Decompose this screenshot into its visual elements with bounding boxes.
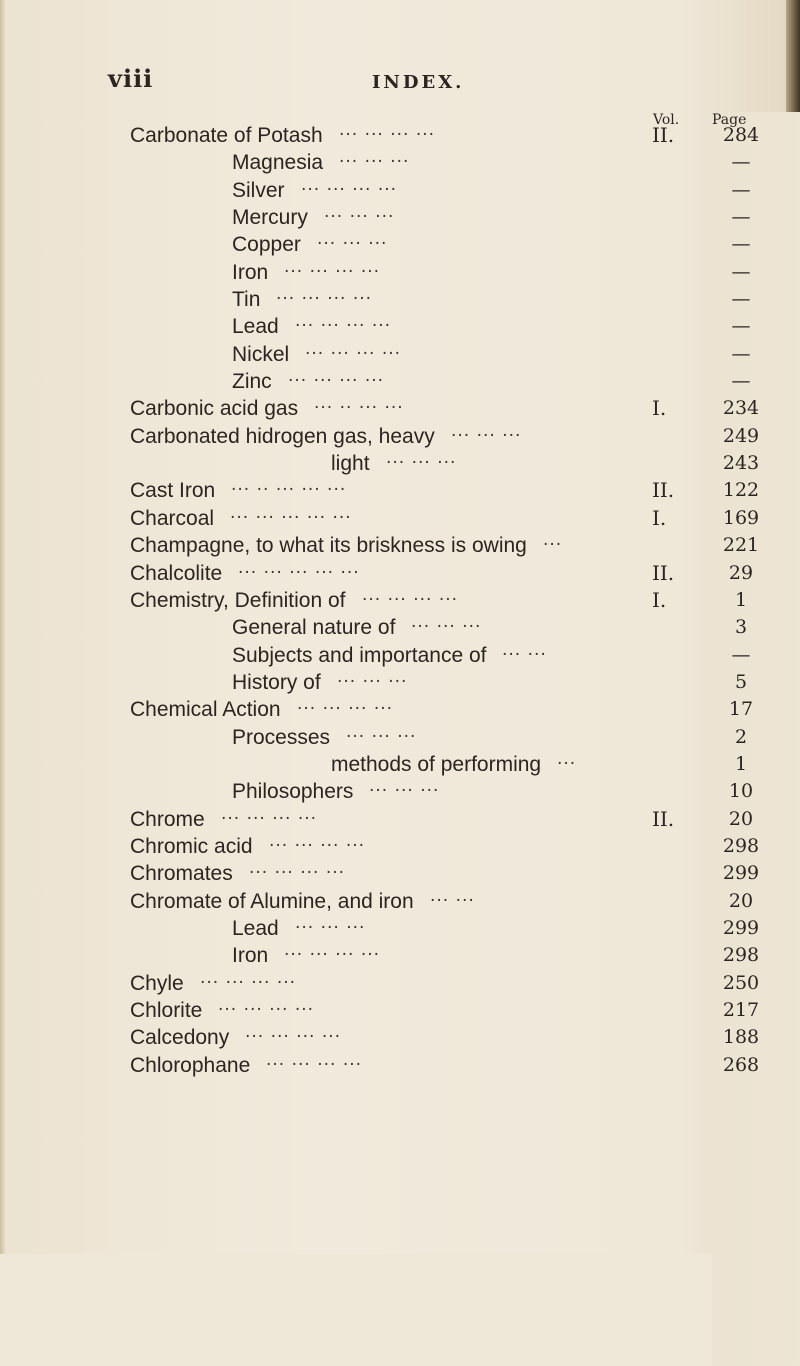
index-entry — [0, 1024, 800, 1051]
entry-term: Carbonic acid gas — [130, 397, 299, 421]
entry-page: 298 — [722, 944, 760, 967]
entry-page: — — [731, 315, 751, 338]
leader-dots: ... ... ... ... — [284, 256, 381, 277]
entry-volume: II. — [652, 806, 675, 831]
entry-page: — — [731, 643, 751, 666]
leader-dots: ... ... ... — [317, 229, 388, 250]
leader-dots: ... ... ... — [386, 448, 457, 469]
index-entry — [0, 885, 800, 915]
leader-dots: ... — [557, 748, 577, 769]
entry-page: 29 — [728, 561, 754, 584]
entry-term: Calcedony — [130, 1026, 230, 1050]
column-header-volume: Vol. — [653, 112, 680, 128]
page-number: viii — [108, 64, 154, 93]
leader-dots: ... ... ... ... ... — [238, 557, 360, 578]
leader-dots: ... ... ... ... — [245, 1022, 342, 1043]
entry-page: — — [731, 151, 751, 174]
index-entry — [0, 532, 800, 559]
leader-dots: ... ... ... ... — [284, 940, 381, 961]
entry-term: Lead — [232, 916, 279, 940]
leader-dots: ... ... ... ... — [288, 366, 385, 387]
index-entry — [0, 584, 800, 614]
leader-dots: ... ... ... ... — [339, 120, 436, 140]
entry-page: 1 — [734, 588, 748, 611]
leader-dots: ... ... ... ... — [297, 694, 394, 715]
index-entry — [0, 912, 800, 942]
entry-term: Cast Iron — [130, 479, 216, 503]
entry-term: Tin — [232, 288, 261, 312]
index-entry — [0, 231, 800, 258]
entry-page: 122 — [722, 479, 760, 502]
leader-dots: ... ... ... — [339, 147, 410, 168]
entry-term: Mercury — [232, 206, 308, 230]
index-entry — [0, 778, 800, 805]
entry-page: 20 — [728, 807, 754, 830]
entry-term: Subjects and importance of — [232, 643, 487, 667]
leader-dots: ... ... ... ... — [305, 338, 402, 359]
entry-page: 5 — [734, 670, 748, 693]
entry-volume: II. — [652, 478, 675, 503]
leader-dots: ... ... ... ... — [200, 967, 297, 988]
entry-page: 299 — [722, 862, 760, 885]
entry-page: 10 — [728, 780, 754, 803]
entry-page: — — [731, 260, 751, 283]
entry-page: 243 — [722, 452, 760, 475]
index-entry — [0, 149, 800, 176]
index-entry — [0, 721, 800, 751]
entry-term: Champagne, to what its briskness is owing — [130, 534, 527, 558]
entry-page: 298 — [722, 834, 760, 857]
index-entry — [0, 614, 800, 641]
index-entry — [0, 174, 800, 204]
page-header — [0, 62, 800, 102]
entry-term: Chalcolite — [130, 561, 223, 585]
leader-dots: ... ... ... ... — [276, 284, 373, 305]
entry-term: light — [331, 452, 370, 476]
leader-dots: ... ... ... — [324, 202, 395, 223]
leader-dots: ... ... ... — [369, 776, 440, 797]
leader-dots: ... ... ... ... — [266, 1049, 363, 1070]
entry-term: Chrome — [130, 807, 205, 831]
index-entry — [0, 395, 800, 422]
entry-page: 250 — [722, 971, 760, 994]
running-title: INDEX. — [372, 72, 465, 93]
entry-volume: I. — [652, 587, 667, 612]
leader-dots: ... ... ... ... — [218, 995, 315, 1015]
entry-term: Chromic acid — [130, 834, 253, 858]
entry-term: Copper — [232, 233, 301, 257]
entry-term: Carbonated hidrogen gas, heavy — [130, 424, 435, 448]
entry-page: 299 — [722, 916, 760, 939]
leader-dots: ... .. ... ... ... — [231, 475, 347, 496]
entry-volume: I. — [652, 396, 667, 421]
leader-dots: ... .. ... ... — [314, 393, 404, 414]
index-entry — [0, 1049, 800, 1079]
leader-dots: ... ... ... — [337, 666, 408, 687]
entry-term: Zinc — [232, 370, 272, 394]
entry-term: methods of performing — [331, 752, 542, 776]
entry-page: 249 — [722, 424, 760, 447]
leader-dots: ... ... ... — [295, 912, 366, 933]
leader-dots: ... ... ... — [346, 721, 417, 742]
entry-volume: I. — [652, 505, 667, 530]
entry-page: 169 — [722, 506, 760, 529]
leader-dots: ... ... ... ... — [249, 858, 346, 879]
leader-dots: ... ... ... — [411, 612, 482, 633]
index-entries — [0, 122, 800, 1079]
entry-term: General nature of — [232, 616, 396, 640]
leader-dots: ... ... ... — [451, 420, 522, 441]
entry-page: 268 — [722, 1053, 760, 1076]
index-entry — [0, 803, 800, 833]
entry-page: 217 — [722, 999, 760, 1021]
entry-page: — — [731, 233, 751, 256]
index-entry — [0, 286, 800, 313]
entry-page: — — [731, 288, 751, 311]
index-entry — [0, 942, 800, 969]
entry-volume: II. — [652, 560, 675, 585]
entry-volume: II. — [652, 123, 675, 147]
index-entry — [0, 256, 800, 286]
entry-term: Philosophers — [232, 780, 354, 804]
entry-term: Silver — [232, 178, 285, 202]
index-entry — [0, 666, 800, 696]
leader-dots: ... ... ... ... ... — [230, 502, 352, 523]
leader-dots: ... ... ... ... — [295, 311, 392, 332]
leader-dots: ... ... ... ... — [362, 584, 459, 605]
column-header-page: Page — [712, 112, 800, 1366]
index-entry — [0, 830, 800, 860]
entry-term: Carbonate of Potash — [130, 124, 323, 147]
index-entry — [0, 450, 800, 477]
index-entry — [0, 967, 800, 997]
entry-term: Chemical Action — [130, 698, 281, 722]
entry-term: Lead — [232, 315, 279, 339]
entry-page: 284 — [722, 124, 760, 146]
entry-page: — — [731, 178, 751, 201]
entry-term: Chromate of Alumine, and iron — [130, 889, 414, 913]
index-entry — [0, 860, 800, 887]
entry-page: — — [731, 370, 751, 393]
entry-term: Chlorophane — [130, 1053, 251, 1077]
entry-page: — — [731, 206, 751, 229]
leader-dots: ... ... ... ... — [301, 174, 398, 195]
index-entry — [0, 204, 800, 231]
index-entry — [0, 477, 800, 504]
leader-dots: ... ... ... ... — [269, 830, 366, 851]
entry-page: 188 — [722, 1026, 760, 1049]
entry-term: Chlorite — [130, 999, 203, 1022]
entry-term: Iron — [232, 260, 269, 284]
leader-dots: ... ... — [430, 885, 475, 906]
index-entry — [0, 502, 800, 532]
entry-term: Charcoal — [130, 506, 215, 530]
entry-page: 17 — [728, 698, 754, 721]
index-entry — [0, 997, 800, 1024]
entry-page: 20 — [728, 889, 754, 912]
entry-term: Chromates — [130, 862, 233, 886]
entry-term: History of — [232, 670, 321, 694]
index-entry — [0, 338, 800, 368]
entry-page: 3 — [734, 616, 748, 639]
entry-term: Magnesia — [232, 151, 324, 175]
leader-dots: ... ... — [502, 639, 547, 660]
entry-page: 2 — [734, 725, 748, 748]
leader-dots: ... — [543, 530, 563, 551]
entry-page: 221 — [722, 534, 760, 557]
entry-term: Processes — [232, 725, 331, 749]
leader-dots: ... ... ... ... — [221, 803, 318, 824]
entry-page: — — [731, 342, 751, 365]
entry-page: 234 — [722, 397, 760, 420]
entry-term: Nickel — [232, 342, 290, 366]
entry-term: Chyle — [130, 971, 184, 995]
entry-term: Chemistry, Definition of — [130, 588, 346, 612]
entry-term: Iron — [232, 944, 269, 968]
entry-page: 1 — [734, 752, 748, 775]
